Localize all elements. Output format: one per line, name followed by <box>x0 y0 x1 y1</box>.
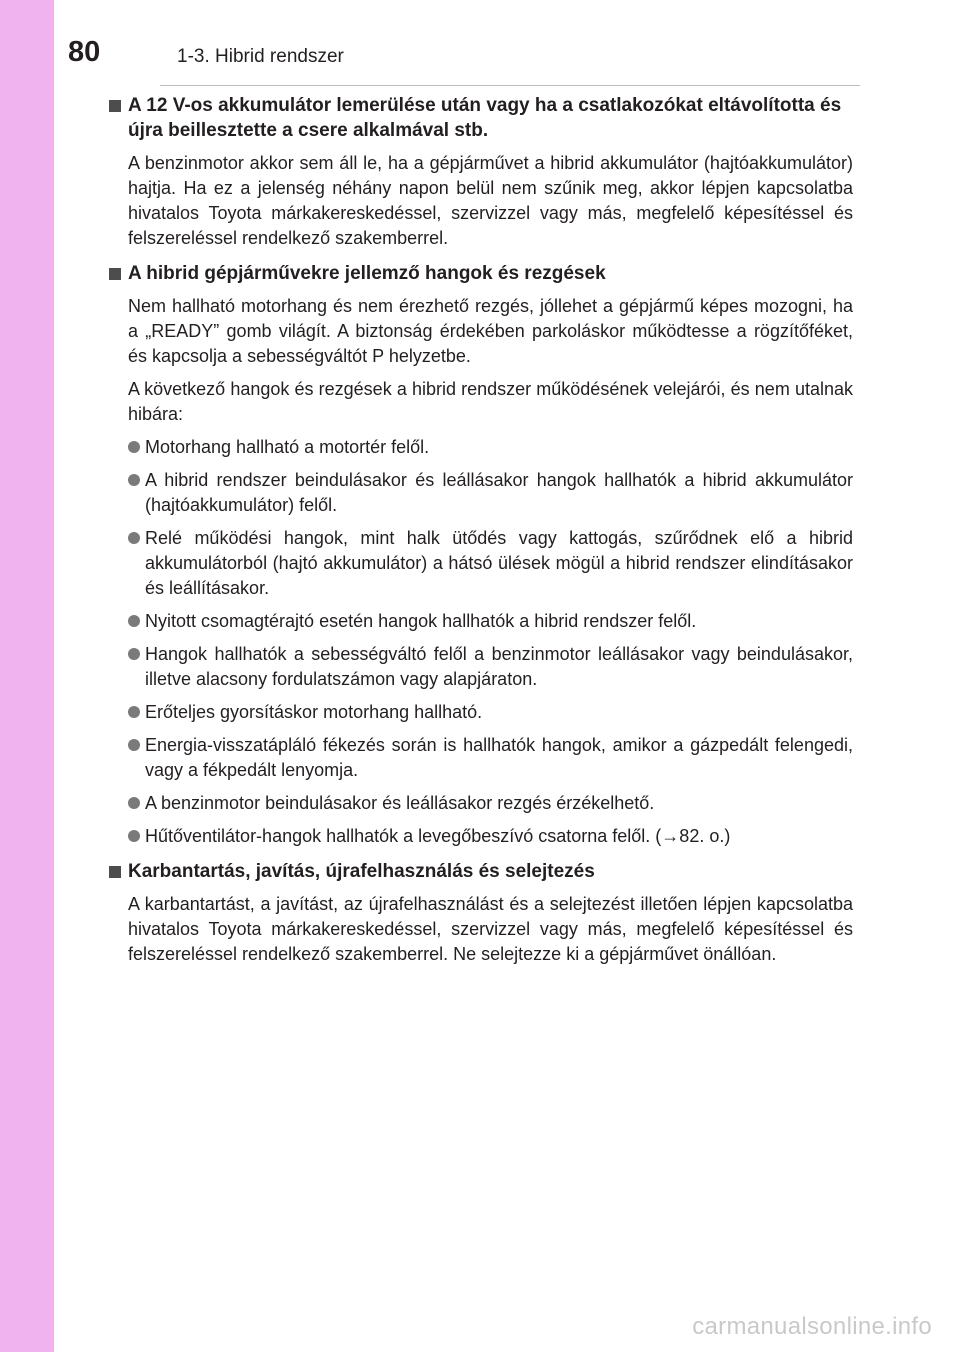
section-heading-battery <box>109 93 853 143</box>
header-divider <box>160 85 860 86</box>
heading-text: Karbantartás, javítás, újrafelhasználás és selejtezés <box>128 861 595 882</box>
circle-bullet-icon <box>128 706 140 718</box>
list-item: Erőteljes gyorsításkor motorhang hallható. <box>128 700 853 725</box>
paragraph: Nem hallható motorhang és nem érezhető rezgés, jóllehet a gépjármű képes mozogni, ha a „READY” gomb világít. A biztonság érdekében parkoláskor működtesse a rögzítőféket, és kapcsolja a sebességváltót P helyzetbe. <box>128 296 853 366</box>
circle-bullet-icon <box>128 739 140 751</box>
circle-bullet-icon <box>128 474 140 486</box>
chapter-sidebar-tab <box>0 0 54 1352</box>
circle-bullet-icon <box>128 830 140 842</box>
list-item: Energia-visszatápláló fékezés során is hallhatók hangok, amikor a gázpedált felengedi, vagy a fékpedált lenyomja. <box>128 733 853 783</box>
circle-bullet-icon <box>128 441 140 453</box>
heading-text: A 12 V-os akkumulátor lemerülése után vagy ha a csatlakozókat eltávolította és újra beillesztette a csere alkalmával stb. <box>128 95 842 141</box>
list-item: Nyitott csomagtérajtó esetén hangok hallhatók a hibrid rendszer felől. <box>128 609 853 634</box>
watermark: carmanualsonline.info <box>692 1313 932 1340</box>
paragraph: A következő hangok és rezgések a hibrid rendszer működésének velejárói, és nem utalnak hibára: <box>128 379 853 424</box>
paragraph: A karbantartást, a javítást, az újrafelhasználást és a selejtezést illetően lépjen kapcsolatba hivatalos Toyota márkakereskedéssel, szervizzel vagy más, megfelelő képesítéssel és felszereléssel rendelkező szakemberrel. Ne selejtezze ki a gépjárművet önállóan. <box>128 894 853 964</box>
section-title: 1-3. Hibrid rendszer <box>177 46 344 67</box>
circle-bullet-icon <box>128 648 140 660</box>
circle-bullet-icon <box>128 532 140 544</box>
list-item: Motorhang hallható a motortér felől. <box>128 435 853 460</box>
list-item: A hibrid rendszer beindulásakor és leállásakor hangok hallhatók a hibrid akkumulátor (hajtóakkumulátor) felől. <box>128 468 853 518</box>
square-bullet-icon <box>109 268 121 280</box>
section-heading-sounds <box>109 261 853 286</box>
list-item: A benzinmotor beindulásakor és leállásakor rezgés érzékelhető. <box>128 791 853 816</box>
square-bullet-icon <box>109 866 121 878</box>
section-heading-maintenance <box>109 859 853 884</box>
list-item: Hűtőventilátor-hangok hallhatók a levegőbeszívó csatorna felől. (→82. o.) <box>128 824 853 849</box>
list-item: Hangok hallhatók a sebességváltó felől a benzinmotor leállásakor vagy beindulásakor, illetve alacsony fordulatszámon vagy alapjáraton. <box>128 642 853 692</box>
circle-bullet-icon <box>128 797 140 809</box>
page-content <box>109 93 853 967</box>
circle-bullet-icon <box>128 615 140 627</box>
paragraph: A benzinmotor akkor sem áll le, ha a gépjárművet a hibrid akkumulátor (hajtóakkumulátor) hajtja. Ha ez a jelenség néhány napon belül nem szűnik meg, akkor lépjen kapcsolatba hivatalos Toyota márkakereskedéssel, szervizzel vagy más, megfelelő képesítéssel és felszereléssel rendelkező szakemberrel. <box>128 153 853 248</box>
heading-text: A hibrid gépjárművekre jellemző hangok és rezgések <box>128 263 606 284</box>
square-bullet-icon <box>109 100 121 112</box>
page-number: 80 <box>68 36 101 68</box>
list-item: Relé működési hangok, mint halk ütődés vagy kattogás, szűrődnek elő a hibrid akkumulátorból (hajtó akkumulátor) a hátsó ülések mögül a hibrid rendszer elindításakor és leállításakor. <box>128 526 853 601</box>
